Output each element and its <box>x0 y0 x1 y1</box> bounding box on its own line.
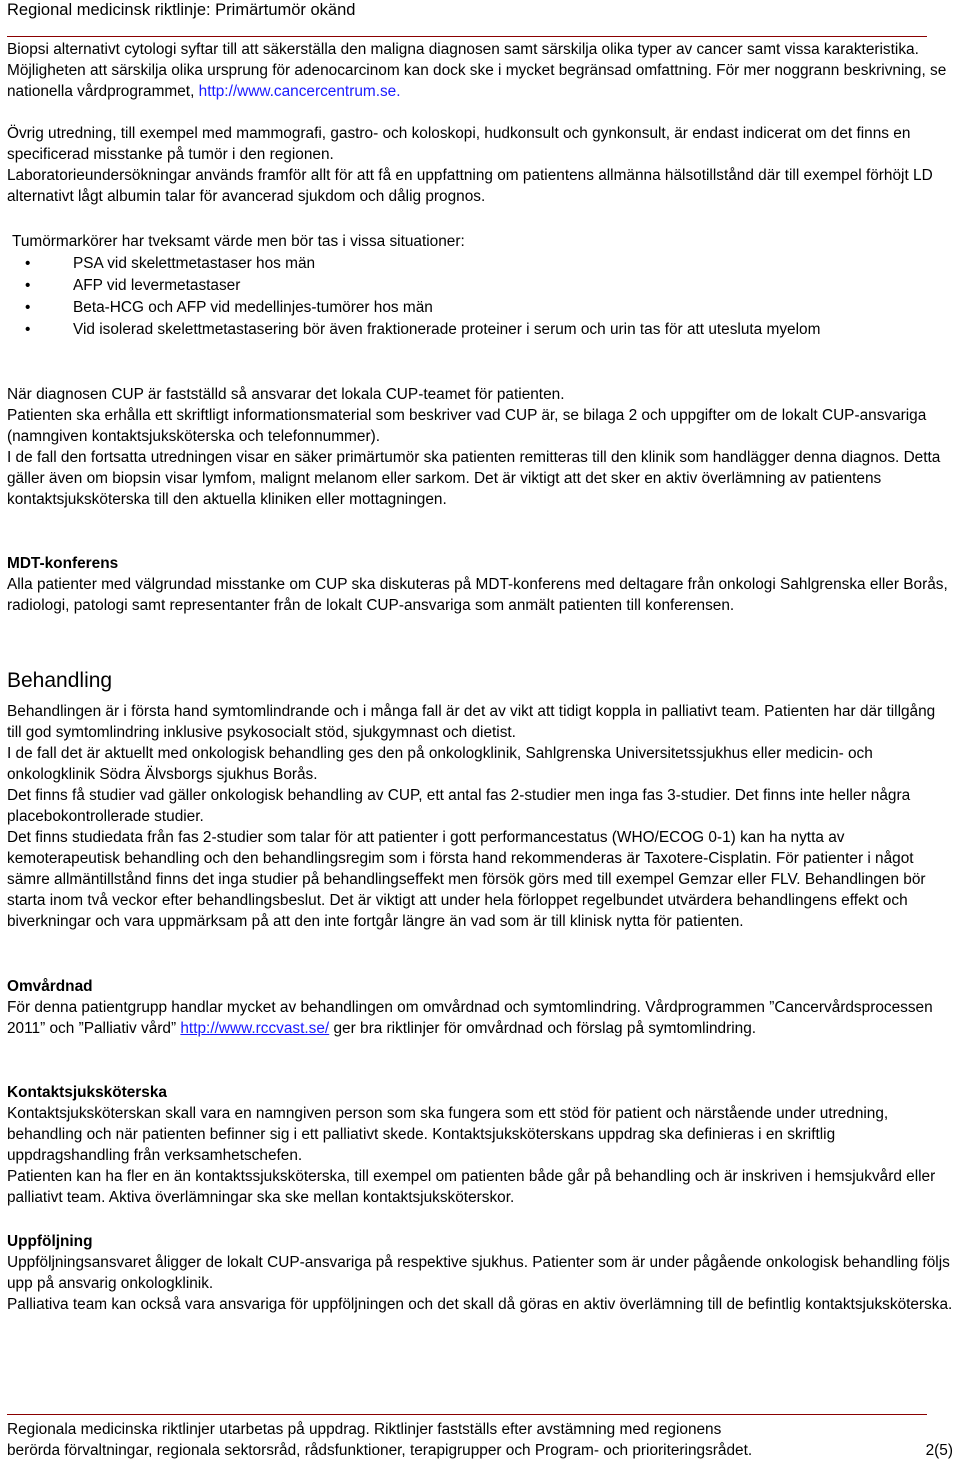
behandling-paragraph-2: I de fall det är aktuellt med onkologisk behandling ges den på onkologklinik, Sahlgrenska Universitetssjukhus eller medicin- och onkologklinik Södra Älvsborgs sjukhus Borås. <box>7 745 873 783</box>
markers-list <box>7 253 927 340</box>
kontakt-paragraph-2: Patienten kan ha fler en än kontaktssjuksköterska, till exempel om patienten både går på behandling och är inskriven i hemsjukvård eller palliativt team. Aktiva överlämningar ska ske mellan kontaktsjuksköterskor. <box>7 1168 936 1206</box>
cup-section <box>7 384 953 510</box>
intro-paragraph-2 <box>7 123 953 207</box>
bullet-icon: • <box>25 255 31 272</box>
intro-paragraph-1 <box>7 39 953 102</box>
omvardnad-section <box>7 976 953 1039</box>
markers-intro: Tumörmarkörer har tveksamt värde men bör tas i vissa situationer: <box>12 233 465 250</box>
omvardnad-heading: Omvårdnad <box>7 978 93 995</box>
uppfoljning-section <box>7 1231 953 1315</box>
cup-paragraph-2: Patienten ska erhålla ett skriftligt informationsmaterial som beskriver vad CUP är, se bilaga 2 och uppgifter om de lokalt CUP-ansvariga (namngiven kontaktsjuksköterska och telefonnummer). <box>7 407 927 445</box>
list-item: • AFP vid levermetastaser <box>25 277 241 294</box>
omvardnad-text-after: ger bra riktlinjer för omvårdnad och förslag på symtomlindring. <box>333 1020 757 1037</box>
bullet-icon: • <box>25 321 31 338</box>
uppfoljning-paragraph-1: Uppföljningsansvaret åligger de lokalt CUP-ansvariga på respektive sjukhus. Patienter som är under pågående onkologisk behandling följs upp på ansvarig onkologklinik. <box>7 1254 950 1292</box>
uppfoljning-heading: Uppföljning <box>7 1233 93 1250</box>
cup-paragraph-1: När diagnosen CUP är fastställd så ansvarar det lokala CUP-teamet för patienten. <box>7 386 565 403</box>
mdt-section <box>7 553 953 616</box>
behandling-paragraph-1: Behandlingen är i första hand symtomlindrande och i många fall är det av vikt att tidigt koppla in palliativt team. Patienten har där tillgång till god symtomlindring inklusive psykosocialt stöd, sjukgymnast och dietist. <box>7 703 936 741</box>
cancercentrum-link[interactable]: http://www.cancercentrum.se. <box>198 83 401 100</box>
document-header-title: Regional medicinsk riktlinje: Primärtumör okänd <box>7 1 356 19</box>
markers-list-wrap <box>7 253 927 340</box>
kontakt-section <box>7 1082 953 1208</box>
behandling-paragraph-3: Det finns få studier vad gäller onkologisk behandling av CUP, ett antal fas 2-studier men inga fas 3-studier. Det finns inte heller några placebokontrollerade studier. <box>7 787 911 825</box>
footer-rule <box>7 1414 927 1415</box>
uppfoljning-paragraph-2: Palliativa team kan också vara ansvariga för uppföljningen och det skall då göras en aktiv överlämning till de befintlig kontaktsjuksköterska. <box>7 1296 953 1313</box>
markers-section <box>12 231 958 252</box>
footer-line-1: Regionala medicinska riktlinjer utarbetas på uppdrag. Riktlinjer fastställs efter avstämning med regionens <box>7 1421 722 1438</box>
list-item: • PSA vid skelettmetastaser hos män <box>25 255 316 272</box>
intro-text: Biopsi alternativt cytologi syftar till att säkerställa den maligna diagnosen samt särskilja olika typer av cancer samt vissa karakteristika. Möjligheten att särskilja olika ursprung för adenocarcinom kan dock ske i mycket begränsad omfattning. För mer noggrann beskrivning, se nationella vårdprogrammet, <box>7 41 947 100</box>
mdt-text: Alla patienter med välgrundad misstanke om CUP ska diskuteras på MDT-konferens med deltagare från onkologi Sahlgrenska eller Borås, radiologi, patologi samt representanter från de lokalt CUP-ansvariga som anmält patienten till konferensen. <box>7 576 948 614</box>
behandling-heading: Behandling <box>7 669 113 692</box>
list-item: • Beta-HCG och AFP vid medellinjes-tumörer hos män <box>25 299 433 316</box>
bullet-icon: • <box>25 299 31 316</box>
behandling-section <box>7 668 953 694</box>
bullet-icon: • <box>25 277 31 294</box>
header-rule <box>7 36 927 37</box>
mdt-heading: MDT-konferens <box>7 555 119 572</box>
behandling-body <box>7 701 953 932</box>
footer <box>7 1419 957 1461</box>
footer-line-2: berörda förvaltningar, regionala sektorsråd, rådsfunktioner, terapigrupper och Program- och prioriteringsrådet. <box>7 1442 753 1459</box>
omvardnad-text-before: För denna patientgrupp handlar mycket av behandlingen om omvårdnad och symtomlindring. Vårdprogrammen ”Cancervårdsprocessen 2011” och ”Palliativ vård” <box>7 999 933 1037</box>
cup-paragraph-3: I de fall den fortsatta utredningen visar en säker primärtumör ska patienten remitteras till den klinik som handlägger denna diagnos. Detta gäller även om biopsin visar lymfom, malignt melanom eller sarkom. Det är viktigt att det sker en aktiv överlämning av patientens kontaktsjuksköterska till den aktuella kliniken eller mottagningen. <box>7 449 941 508</box>
list-item: • Vid isolerad skelettmetastasering bör även fraktionerade proteiner i serum och urin tas för att utesluta myelom <box>25 321 821 338</box>
laboratorie-text: Laboratorieundersökningar används framför allt för att få en uppfattning om patientens allmänna hälsotillstånd där till exempel förhöjt LD alternativt lågt albumin talar för avancerad sjukdom och dålig prognos. <box>7 167 933 205</box>
ovrig-utredning-text: Övrig utredning, till exempel med mammografi, gastro- och koloskopi, hudkonsult och gynkonsult, är endast indicerat om det finns en specificerad misstanke på tumör i den regionen. <box>7 125 911 163</box>
behandling-paragraph-4: Det finns studiedata från fas 2-studier som talar för att patienter i gott performancestatus (WHO/ECOG 0-1) kan ha nytta av kemoterapeutisk behandling och den behandlingsregim som i första hand rekommenderas är Taxotere-Cisplatin. För patienter i något sämre allmäntillstånd finns det inga studier på behandlingseffekt men försök görs med till exempel Gemzar eller FLV. Behandlingen bör starta inom två veckor efter behandlingsbeslut. Det är viktigt att under hela förloppet regelbundet utvärdera behandlingens effekt och biverkningar och vara uppmärksam på att den inte fortgår längre än vad som är till klinisk nytta för patienten. <box>7 829 926 930</box>
page-number: 2(5) <box>925 1442 953 1459</box>
kontakt-paragraph-1: Kontaktsjuksköterskan skall vara en namngiven person som ska fungera som ett stöd för patient och närstående under utredning, behandling och när patienten befinner sig i ett palliativt skede. Kontaktsjuksköterskans uppdrag ska definieras i en skriftlig uppdragshandling från verksamhetschefen. <box>7 1105 889 1164</box>
rccvast-link[interactable]: http://www.rccvast.se/ <box>180 1020 330 1037</box>
kontakt-heading: Kontaktsjuksköterska <box>7 1084 167 1101</box>
